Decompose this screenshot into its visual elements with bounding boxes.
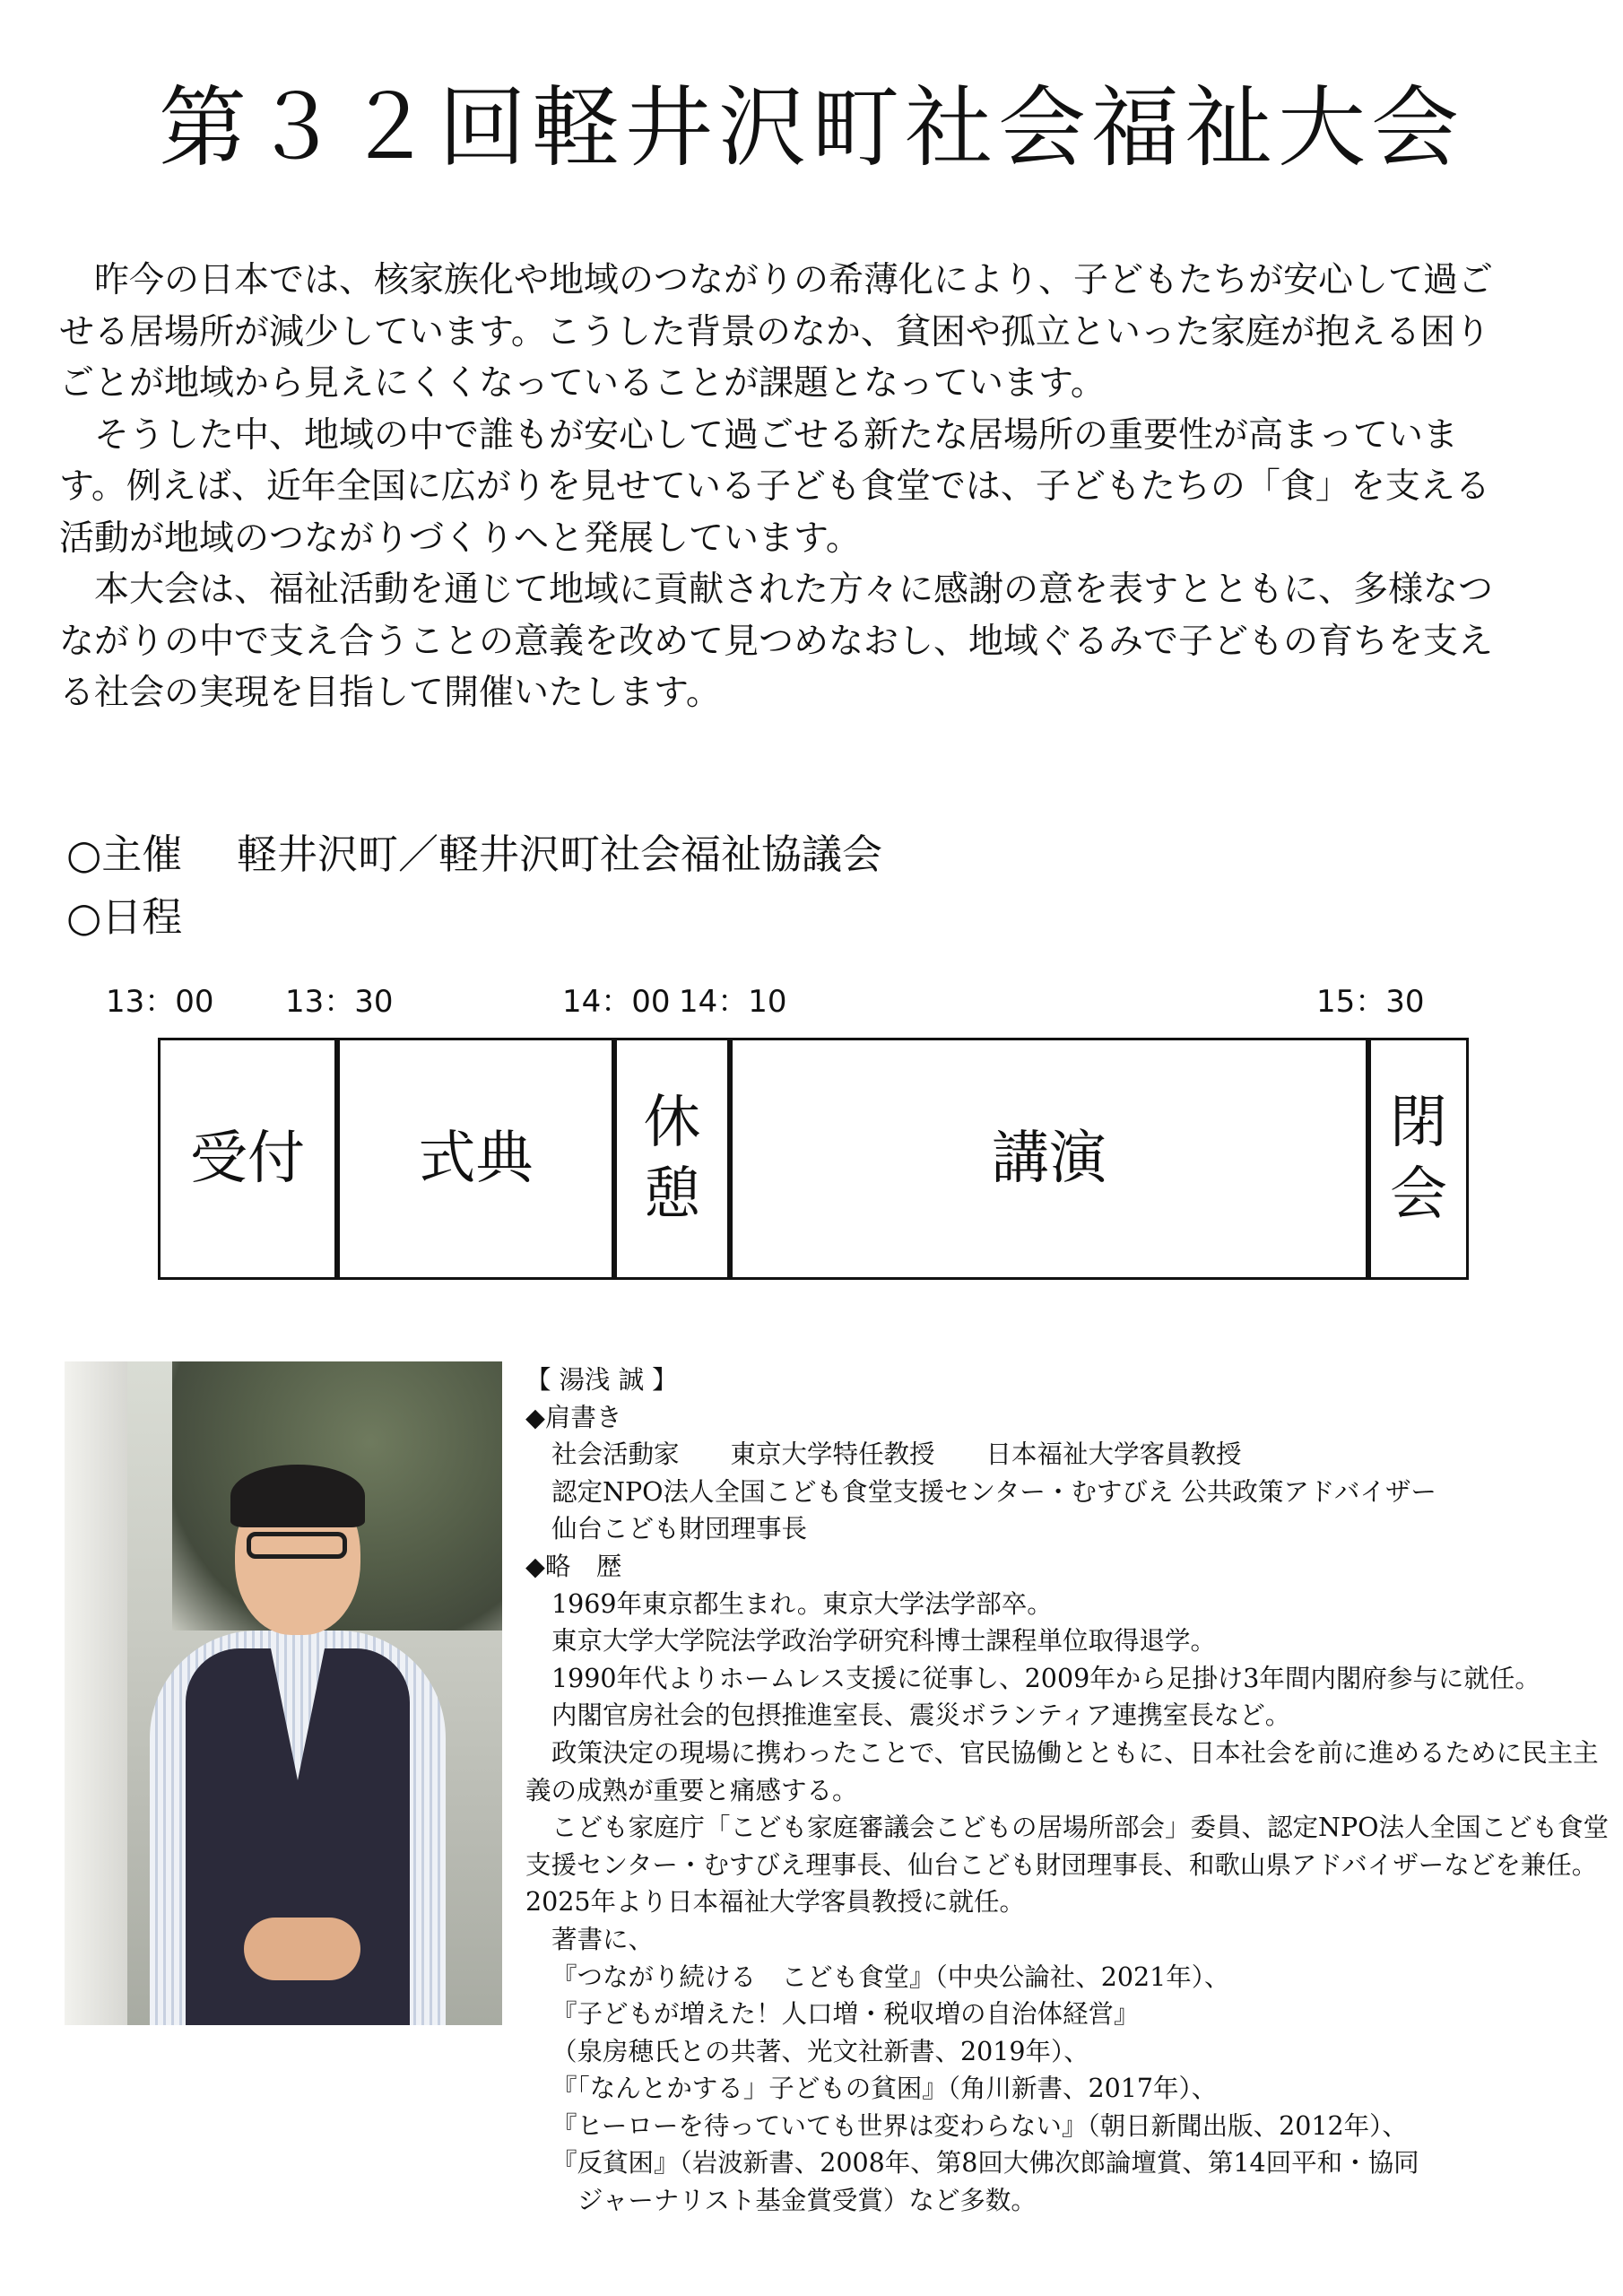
organizer-label: ○主催 <box>66 831 183 878</box>
title-line: 社会活動家 東京大学特任教授 日本福祉大学客員教授 <box>551 1439 1242 1470</box>
intro-text <box>59 255 1521 719</box>
organizer-value: 軽井沢町／軽井沢町社会福祉協議会 <box>237 831 883 878</box>
organizer-line <box>66 825 882 884</box>
schedule-block-ceremony <box>337 1038 614 1280</box>
schedule-time: 13：30 <box>285 984 394 1020</box>
history-line: 政策決定の現場に携わったことで、官民協働とともに、日本社会を前に進めるために民主主義の成熟が重要と痛感する。 <box>525 1737 1599 1805</box>
history-line: 東京大学大学院法学政治学研究科博士課程単位取得退学。 <box>551 1626 1217 1657</box>
history-line: 1990年代よりホームレス支援に従事し、2009年から足掛け3年間内閣府参与に就任。 <box>551 1663 1541 1693</box>
title-line: 仙台こども財団理事長 <box>551 1514 808 1544</box>
book-line: 『つながり続ける こども食堂』（中央公論社、2021年）、 <box>551 1961 1230 1992</box>
schedule-block-break <box>614 1038 730 1280</box>
speaker-photo <box>65 1361 502 2025</box>
title-line: 認定NPO法人全国こども食堂支援センター・むすびえ 公共政策アドバイザー <box>551 1476 1436 1507</box>
history-line: 1969年東京都生まれ。東京大学法学部卒。 <box>551 1588 1053 1619</box>
schedule-time: 14：10 <box>679 984 787 1020</box>
schedule-block-label: 休憩 <box>643 1090 701 1228</box>
schedule-time: 15：30 <box>1316 984 1425 1020</box>
page-title: 第３２回軽井沢町社会福祉大会 <box>158 77 1464 179</box>
schedule-block-closing <box>1368 1038 1469 1280</box>
schedule-label: ○日程 <box>66 893 183 941</box>
book-line: 『ヒーローを待っていても世界は変わらない』（朝日新聞出版、2012年）、 <box>551 2110 1408 2141</box>
schedule-block-label: 閉会 <box>1390 1090 1447 1228</box>
intro-paragraph: 本大会は、福祉活動を通じて地域に貢献された方々に感謝の意を表すとともに、多様なつながりの中で支え合うことの意義を改めて見つめなおし、地域ぐるみで子どもの育ちを支える社会の実現を目指して開催いたします。 <box>59 570 1494 713</box>
book-line: 『「なんとかする」子どもの貧困』（角川新書、2017年）、 <box>551 2074 1218 2104</box>
titles-heading: ◆肩書き <box>525 1402 622 1432</box>
book-line: 『反貧困』（岩波新書、2008年、第8回大佛次郎論壇賞、第14回平和・協同 <box>551 2148 1419 2179</box>
history-line: 著書に、 <box>551 1924 655 1954</box>
speaker-name: 【 湯浅 誠 】 <box>525 1365 678 1395</box>
schedule-block-label: 受付 <box>190 1126 305 1192</box>
history-line: 内閣官房社会的包摂推進室長、震災ボランティア連携室長など。 <box>551 1700 1291 1731</box>
book-line: 『子どもが増えた！人口増・税収増の自治体経営』 <box>551 1999 1140 2030</box>
schedule-block-lecture <box>730 1038 1368 1280</box>
book-line: ジャーナリスト基金賞受賞）など多数。 <box>577 2186 1037 2216</box>
schedule-time: 13：00 <box>106 984 214 1020</box>
book-line: （泉房穂氏との共著、光文社新書、2019年）、 <box>551 2036 1089 2066</box>
schedule-block-label: 式典 <box>418 1126 534 1192</box>
schedule-block-label: 講演 <box>992 1126 1107 1192</box>
history-line: こども家庭庁「こども家庭審議会こどもの居場所部会」委員、認定NPO法人全国こども食堂支援センター・むすびえ理事長、仙台こども財団理事長、和歌山県アドバイザーなどを兼任。2025年より日本福祉大学客員教授に就任。 <box>525 1813 1609 1918</box>
intro-paragraph: 昨今の日本では、核家族化や地域のつながりの希薄化により、子どもたちが安心して過ごせる居場所が減少しています。こうした背景のなか、貧困や孤立といった家庭が抱える困りごとが地域から見えにくくなっていることが課題となっています。 <box>59 260 1494 404</box>
history-heading: ◆略 歴 <box>525 1551 622 1581</box>
schedule-block-reception <box>158 1038 337 1280</box>
intro-paragraph: そうした中、地域の中で誰もが安心して過ごせる新たな居場所の重要性が高まっています。例えば、近年全国に広がりを見せている子ども食堂では、子どもたちの「食」を支える活動が地域のつながりづくりへと発展しています。 <box>59 414 1490 559</box>
schedule-time: 14：00 <box>562 984 671 1020</box>
speaker-bio <box>525 1361 1610 2220</box>
